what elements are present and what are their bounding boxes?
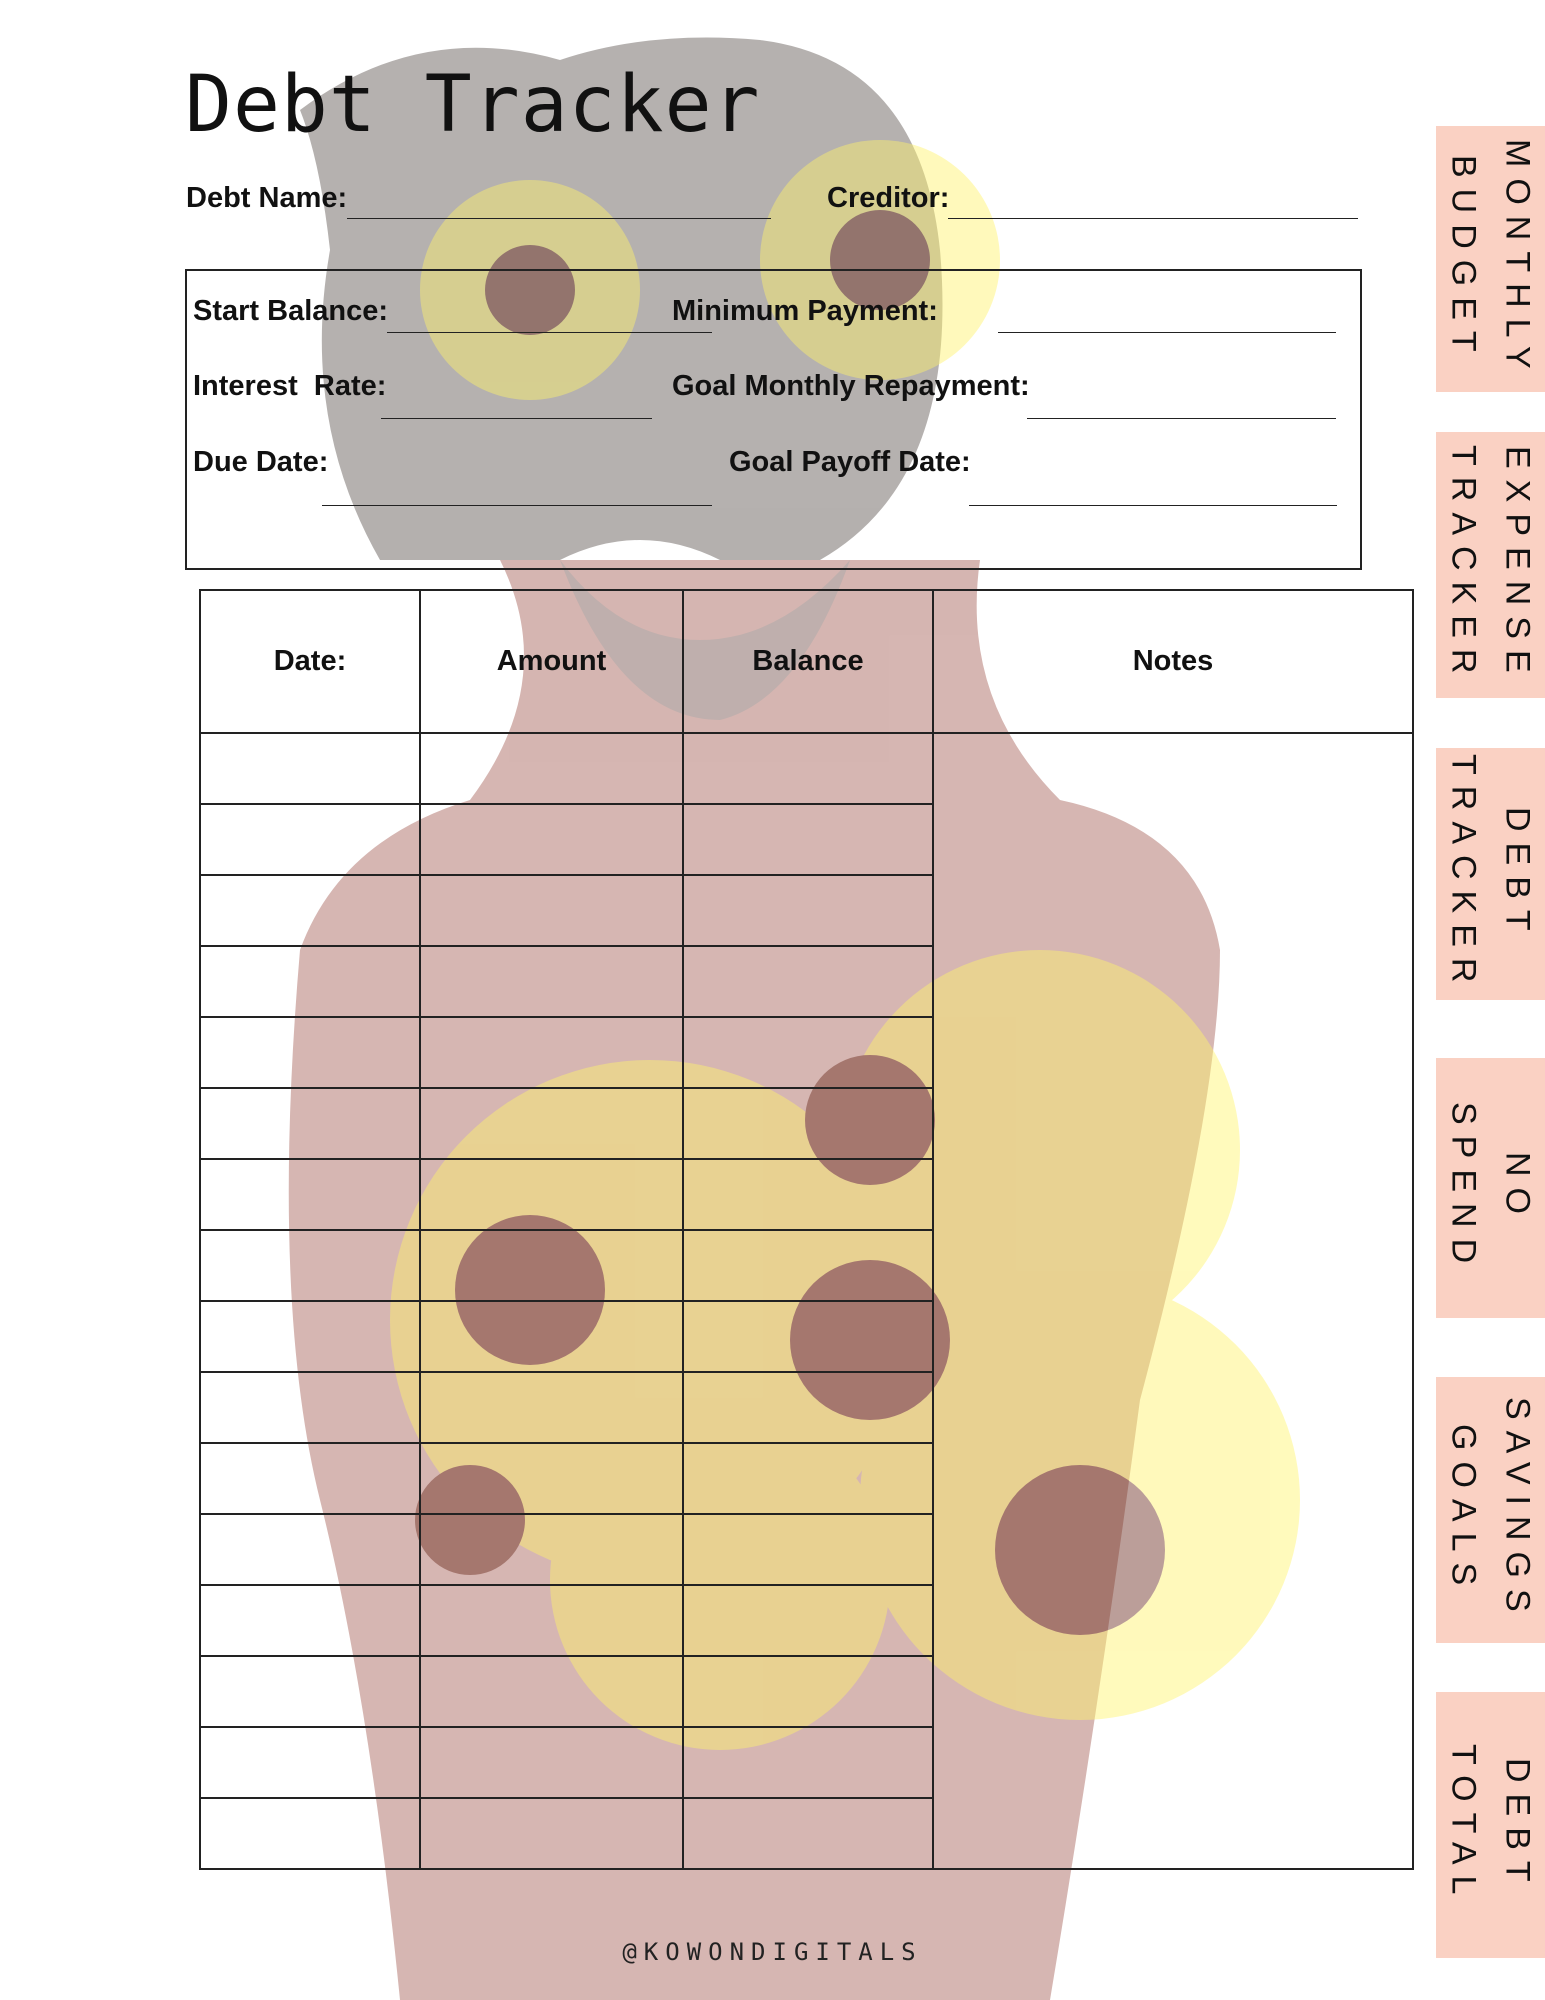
goal-monthly-repayment-label: Goal Monthly Repayment: (672, 370, 1030, 402)
balance-cell[interactable] (683, 946, 933, 1017)
debt-name-label: Debt Name: (186, 182, 348, 214)
notes-area[interactable] (933, 733, 1413, 1869)
tab-monthly-budget[interactable] (1436, 126, 1545, 392)
balance-cell[interactable] (683, 733, 933, 804)
amount-cell[interactable] (420, 733, 683, 804)
amount-cell[interactable] (420, 804, 683, 875)
start-balance-field[interactable] (387, 332, 712, 333)
tab-savings-goals[interactable] (1436, 1377, 1545, 1643)
tab-debt-total[interactable] (1436, 1692, 1545, 1958)
tab-label: MONTHLY BUDGET (1444, 138, 1537, 380)
amount-cell[interactable] (420, 1230, 683, 1301)
date-cell[interactable] (200, 946, 420, 1017)
amount-column-header: Amount (420, 590, 683, 733)
date-cell[interactable] (200, 1443, 420, 1514)
balance-cell[interactable] (683, 804, 933, 875)
amount-cell[interactable] (420, 946, 683, 1017)
date-cell[interactable] (200, 1230, 420, 1301)
tab-label: DEBT TOTAL (1444, 1744, 1537, 1906)
date-cell[interactable] (200, 1514, 420, 1585)
date-cell[interactable] (200, 1798, 420, 1869)
tab-label: SAVINGS GOALS (1444, 1397, 1537, 1623)
date-cell[interactable] (200, 1017, 420, 1088)
date-cell[interactable] (200, 1301, 420, 1372)
page-title: Debt Tracker (185, 60, 761, 150)
tab-label: EXPENSE TRACKER (1444, 445, 1537, 685)
table-row (200, 733, 1413, 804)
amount-cell[interactable] (420, 1656, 683, 1727)
amount-cell[interactable] (420, 1088, 683, 1159)
amount-cell[interactable] (420, 1727, 683, 1798)
amount-cell[interactable] (420, 1514, 683, 1585)
date-cell[interactable] (200, 733, 420, 804)
notes-column-header: Notes (933, 590, 1413, 733)
amount-cell[interactable] (420, 1301, 683, 1372)
balance-cell[interactable] (683, 1230, 933, 1301)
due-date-label: Due Date: (193, 446, 329, 478)
due-date-field[interactable] (322, 505, 712, 506)
table-header-row (200, 590, 1413, 733)
amount-cell[interactable] (420, 1159, 683, 1230)
tab-no-spend[interactable] (1436, 1058, 1545, 1318)
balance-cell[interactable] (683, 1727, 933, 1798)
date-cell[interactable] (200, 1372, 420, 1443)
amount-cell[interactable] (420, 875, 683, 946)
goal-monthly-repayment-field[interactable] (1027, 418, 1336, 419)
balance-cell[interactable] (683, 1088, 933, 1159)
tab-label: NO SPEND (1444, 1101, 1537, 1275)
balance-cell[interactable] (683, 1017, 933, 1088)
date-cell[interactable] (200, 1088, 420, 1159)
interest-rate-field[interactable] (381, 418, 652, 419)
date-cell[interactable] (200, 1727, 420, 1798)
date-cell[interactable] (200, 1159, 420, 1230)
date-column-header: Date: (200, 590, 420, 733)
balance-cell[interactable] (683, 1514, 933, 1585)
amount-cell[interactable] (420, 1372, 683, 1443)
debt-name-field[interactable] (347, 218, 771, 219)
minimum-payment-label: Minimum Payment: (672, 295, 938, 327)
amount-cell[interactable] (420, 1798, 683, 1869)
balance-column-header: Balance (683, 590, 933, 733)
goal-payoff-date-field[interactable] (969, 505, 1337, 506)
amount-cell[interactable] (420, 1443, 683, 1514)
balance-cell[interactable] (683, 1585, 933, 1656)
tab-label: DEBT TRACKER (1444, 754, 1537, 994)
balance-cell[interactable] (683, 1372, 933, 1443)
tab-expense-tracker[interactable] (1436, 432, 1545, 698)
tab-debt-tracker[interactable] (1436, 748, 1545, 1000)
minimum-payment-field[interactable] (998, 332, 1336, 333)
amount-cell[interactable] (420, 1017, 683, 1088)
balance-cell[interactable] (683, 1301, 933, 1372)
balance-cell[interactable] (683, 875, 933, 946)
creditor-field[interactable] (948, 218, 1358, 219)
date-cell[interactable] (200, 1656, 420, 1727)
date-cell[interactable] (200, 1585, 420, 1656)
start-balance-label: Start Balance: (193, 295, 389, 327)
creditor-label: Creditor: (827, 182, 950, 214)
balance-cell[interactable] (683, 1656, 933, 1727)
footer-handle: @KOWONDIGITALS (622, 1938, 923, 1966)
date-cell[interactable] (200, 804, 420, 875)
amount-cell[interactable] (420, 1585, 683, 1656)
goal-payoff-date-label: Goal Payoff Date: (729, 446, 971, 478)
payment-log-table (199, 589, 1414, 1870)
interest-rate-label: Interest Rate: (193, 370, 387, 402)
balance-cell[interactable] (683, 1443, 933, 1514)
balance-cell[interactable] (683, 1798, 933, 1869)
balance-cell[interactable] (683, 1159, 933, 1230)
date-cell[interactable] (200, 875, 420, 946)
